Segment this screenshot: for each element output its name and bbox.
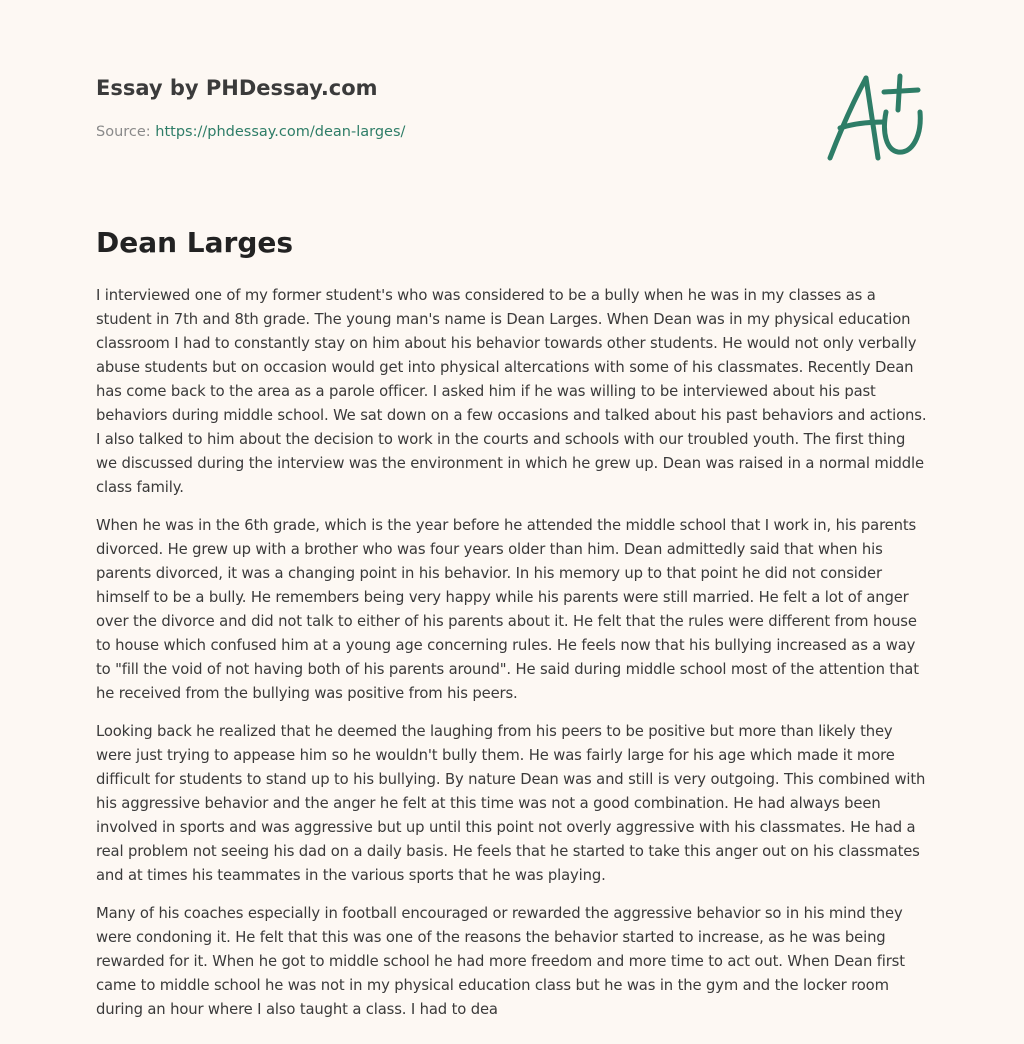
a-plus-grade-icon bbox=[826, 70, 926, 164]
source-label: Source: bbox=[96, 124, 151, 140]
source-link[interactable]: https://phdessay.com/dean-larges/ bbox=[155, 124, 406, 140]
essay-paragraph: Many of his coaches especially in football encouraged or rewarded the aggressive behavior so in his mind they were condoning it. He felt that this was one of the reasons the behavior started to increase, as he was being rewarded for it. When he got to middle school he had more freedom and more time to act out. When Dean first came to middle school he was not in my physical education class but he was in the gym and the locker room during an hour where I also taught a class. I had to dea bbox=[96, 905, 905, 1018]
source-line bbox=[96, 124, 405, 140]
essay-paragraph: When he was in the 6th grade, which is the year before he attended the middle school that I work in, his parents divorced. He grew up with a brother who was four years older than him. Dean admittedly said that when his parents divorced, it was a changing point in his behavior. In his memory up to that point he did not consider himself to be a bully. He remembers being very happy while his parents were still married. He felt a lot of anger over the divorce and did not talk to either of his parents about it. He felt that the rules were different from house to house which confused him at a young age concerning rules. He feels now that his bullying increased as a way to "fill the void of not having both of his parents around". He said during middle school most of the attention that he received from the bullying was positive from his peers. bbox=[96, 517, 919, 702]
essay-paragraph: I interviewed one of my former student's who was considered to be a bully when he was in my classes as a student in 7th and 8th grade. The young man's name is Dean Larges. When Dean was in my physical education classroom I had to constantly stay on him about his behavior towards other students. He would not only verbally abuse students but on occasion would get into physical altercations with some of his classmates. Recently Dean has come back to the area as a parole officer. I asked him if he was willing to be interviewed about his past behaviors during middle school. We sat down on a few occasions and talked about his past behaviors and actions. I also talked to him about the decision to work in the courts and schools with our troubled youth. The first thing we discussed during the interview was the environment in which he grew up. Dean was raised in a normal middle class family. bbox=[96, 287, 927, 496]
essay-body bbox=[96, 284, 928, 1036]
site-brand: Essay by PHDessay.com bbox=[96, 76, 378, 100]
essay-title: Dean Larges bbox=[96, 226, 294, 259]
essay-paragraph: Looking back he realized that he deemed the laughing from his peers to be positive but more than likely they were just trying to appease him so he wouldn't bully them. He was fairly large for his age which made it more difficult for students to stand up to his bullying. By nature Dean was and still is very outgoing. This combined with his aggressive behavior and the anger he felt at this time was not a good combination. He had always been involved in sports and was aggressive but up until this point not overly aggressive with his classmates. He had a real problem not seeing his dad on a daily basis. He feels that he started to take this anger out on his classmates and at times his teammates in the various sports that he was playing. bbox=[96, 723, 926, 884]
